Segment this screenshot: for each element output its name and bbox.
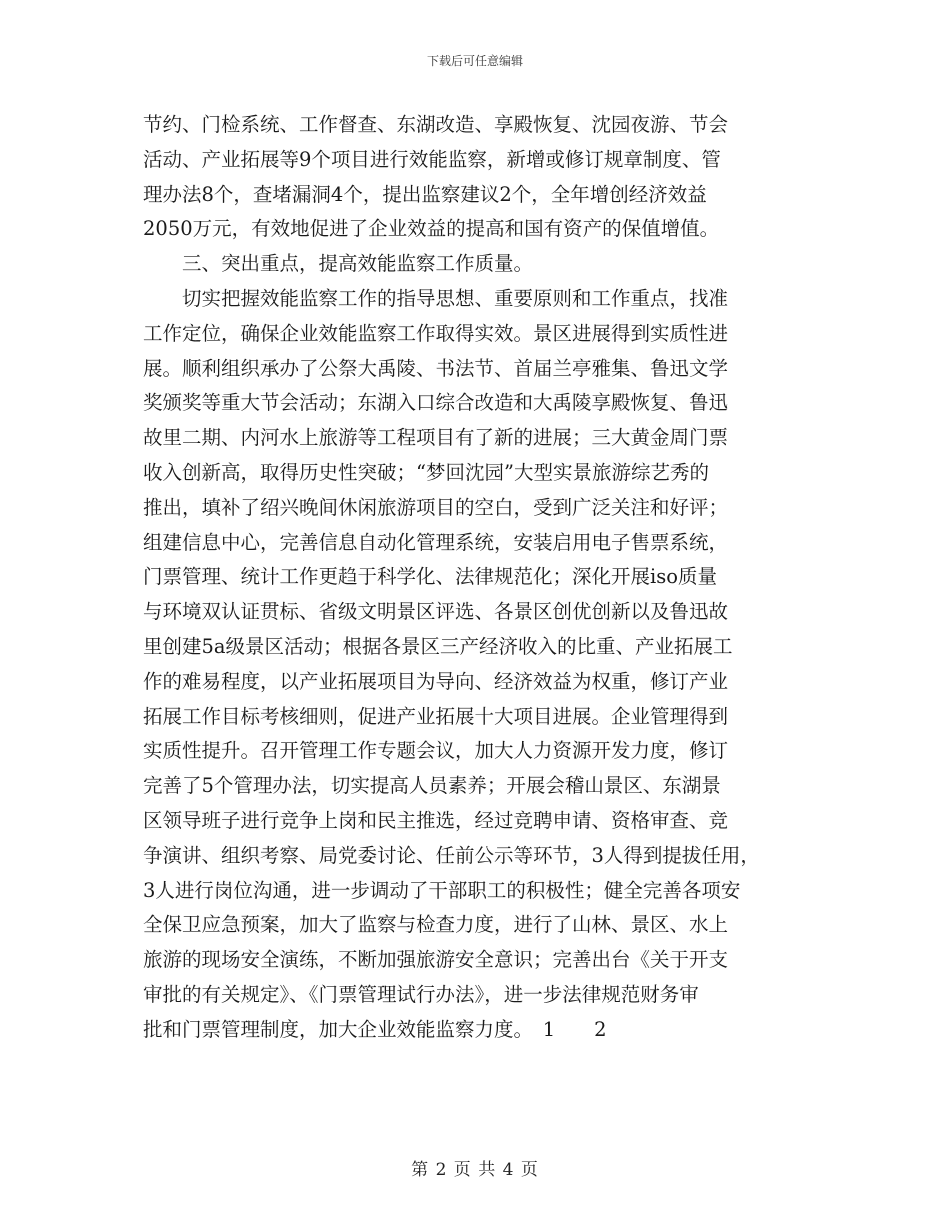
text-line: 区领导班子进行竞争上岗和民主推选，经过竞聘申请、资格审查、竞: [143, 808, 729, 832]
text-line: 3人进行岗位沟通，进一步调动了干部职工的积极性；健全完善各项安: [143, 878, 741, 902]
text-line: 批和门票管理制度，加大企业效能监察力度。 1 2: [143, 1017, 607, 1041]
text-line: 奖颁奖等重大节会活动；东湖入口综合改造和大禹陵享殿恢复、鲁迅: [143, 391, 729, 415]
text-line: 争演讲、组织考察、局党委讨论、任前公示等环节，3人得到提拔任用，: [143, 843, 760, 867]
text-line: 里创建5a级景区活动；根据各景区三产经济收入的比重、产业拓展工: [143, 634, 733, 658]
page-header: 下载后可任意编辑: [426, 54, 523, 68]
text-line: 门票管理、统计工作更趋于科学化、法律规范化；深化开展iso质量: [143, 565, 717, 589]
page-footer: 第 2 页 共 4 页: [411, 1160, 539, 1180]
text-line: 与环境双认证贯标、省级文明景区评选、各景区创优创新以及鲁迅故: [143, 600, 729, 624]
text-line: 组建信息中心，完善信息自动化管理系统，安装启用电子售票系统，: [143, 530, 729, 554]
text-line: 切实把握效能监察工作的指导思想、重要原则和工作重点，找准: [182, 286, 729, 310]
text-line: 全保卫应急预案，加大了监察与检查力度，进行了山林、景区、水上: [143, 913, 729, 937]
text-line: 工作定位，确保企业效能监察工作取得实效。景区进展得到实质性进: [143, 321, 729, 345]
text-line: 拓展工作目标考核细则，促进产业拓展十大项目进展。企业管理得到: [143, 704, 729, 728]
text-line: 审批的有关规定》、《门票管理试行办法》，进一步法律规范财务审: [143, 982, 699, 1006]
text-line: 故里二期、内河水上旅游等工程项目有了新的进展；三大黄金周门票: [143, 426, 729, 450]
text-line: 完善了5个管理办法，切实提高人员素养；开展会稽山景区、东湖景: [143, 774, 721, 798]
section-heading: 三、突出重点，提高效能监察工作质量。: [182, 252, 534, 276]
text-line: 作的难易程度，以产业拓展项目为导向、经济效益为权重，修订产业: [143, 669, 729, 693]
document-body: [143, 108, 823, 1048]
text-line: 推出，填补了绍兴晚间休闲旅游项目的空白，受到广泛关注和好评；: [143, 495, 729, 519]
text-line: 2050万元，有效地促进了企业效益的提高和国有资产的保值增值。: [143, 217, 720, 241]
text-line: 收入创新高，取得历史性突破；“梦回沈园”大型实景旅游综艺秀的: [143, 460, 709, 484]
text-line: 旅游的现场安全演练，不断加强旅游安全意识；完善出台《关于开支: [143, 948, 729, 972]
text-line: 实质性提升。召开管理工作专题会议，加大人力资源开发力度，修订: [143, 739, 729, 763]
text-line: 展。顺利组织承办了公祭大禹陵、书法节、首届兰亭雅集、鲁迅文学: [143, 356, 729, 380]
text-line: 节约、门检系统、工作督查、东湖改造、享殿恢复、沈园夜游、节会: [143, 113, 729, 136]
text-line: 活动、产业拓展等9个项目进行效能监察，新增或修订规章制度、管: [143, 147, 721, 171]
text-line: 理办法8个，查堵漏洞4个，提出监察建议2个，全年增创经济效益: [143, 182, 707, 206]
